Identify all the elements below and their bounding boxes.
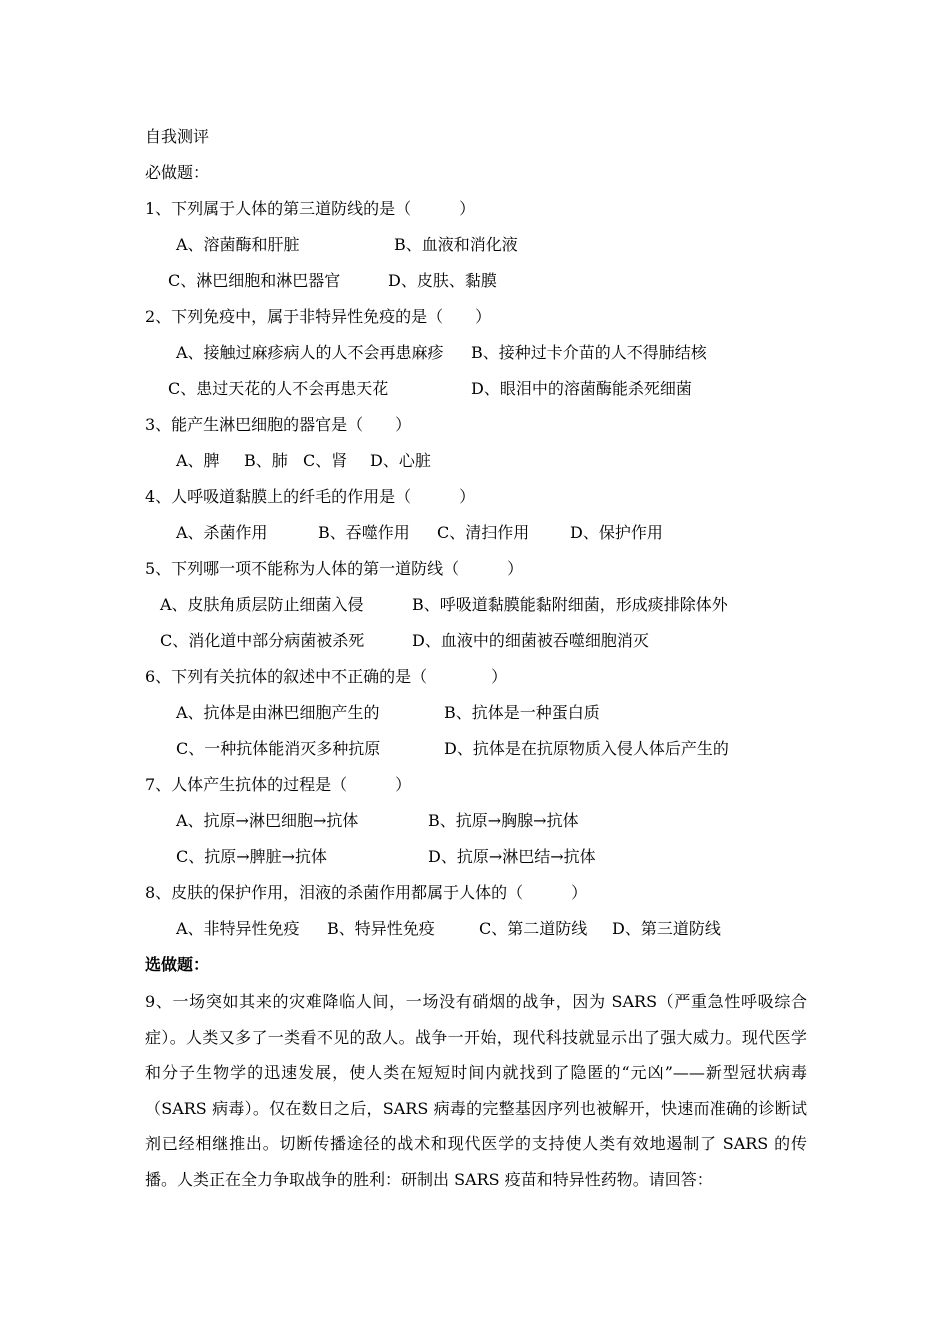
question-6-option-d: D、抗体是在抗原物质入侵人体后产生的: [444, 739, 729, 758]
question-2-option-d: D、眼泪中的溶菌酶能杀死细菌: [471, 379, 692, 398]
question-2-option-c: C、患过天花的人不会再患天花: [168, 379, 389, 398]
question-5-stem: 5、下列哪一项不能称为人体的第一道防线（ ）: [145, 559, 524, 578]
question-8-option-b: B、特异性免疫: [327, 919, 435, 938]
question-1-stem: 1、下列属于人体的第三道防线的是（ ）: [145, 199, 476, 218]
question-3-option-b: B、肺: [244, 451, 288, 470]
question-5-option-b: B、呼吸道黏膜能黏附细菌，形成痰排除体外: [412, 595, 728, 614]
question-4-stem: 4、人呼吸道黏膜上的纤毛的作用是（ ）: [145, 487, 476, 506]
question-6-option-c: C、一种抗体能消灭多种抗原: [176, 739, 381, 758]
question-8-stem: 8、皮肤的保护作用，泪液的杀菌作用都属于人体的（ ）: [145, 883, 588, 902]
question-1-option-d: D、皮肤、黏膜: [388, 271, 497, 290]
question-5-option-c: C、消化道中部分病菌被杀死: [160, 631, 365, 650]
question-6-stem: 6、下列有关抗体的叙述中不正确的是（ ）: [145, 667, 508, 686]
question-3-option-c: C、肾: [303, 451, 348, 470]
question-7-option-a: A、抗原→淋巴细胞→抗体: [176, 811, 359, 830]
question-7-option-d: D、抗原→淋巴结→抗体: [428, 847, 596, 866]
question-9-paragraph: 9、一场突如其来的灾难降临人间，一场没有硝烟的战争，因为 SARS（严重急性呼吸综合症）。人类又多了一类看不见的敌人。战争一开始，现代科技就显示出了强大威力。现代医学和分子生物学的迅速发展，使人类在短短时间内就找到了隐匿的“元凶”——新型冠状病毒（SARS 病毒）。仅在数日之后，SARS 病毒的完整基因序列也被解开，快速而准确的诊断试剂已经相继推出。切断传播途径的战术和现代医学的支持使人类有效地遏制了 SARS 的传播。人类正在全力争取战争的胜利：研制出 SARS 疫苗和特异性药物。请回答：: [145, 992, 807, 1189]
required-label: 必做题：: [145, 163, 210, 182]
question-8-option-c: C、第二道防线: [479, 919, 588, 938]
question-4-option-c: C、清扫作用: [437, 523, 530, 542]
section-heading: 自我测评: [145, 127, 210, 146]
question-8-option-d: D、第三道防线: [612, 919, 721, 938]
question-5-option-d: D、血液中的细菌被吞噬细胞消灭: [412, 631, 649, 650]
question-6-option-b: B、抗体是一种蛋白质: [444, 703, 600, 722]
question-7-option-c: C、抗原→脾脏→抗体: [176, 847, 328, 866]
question-4-option-a: A、杀菌作用: [176, 523, 268, 542]
question-5-option-a: A、皮肤角质层防止细菌入侵: [160, 595, 364, 614]
question-2-option-b: B、接种过卡介苗的人不得肺结核: [471, 343, 707, 362]
question-1-option-b: B、血液和消化液: [394, 235, 518, 254]
question-2-option-a: A、接触过麻疹病人的人不会再患麻疹: [176, 343, 444, 362]
question-4-option-d: D、保护作用: [570, 523, 663, 542]
question-2-stem: 2、下列免疫中，属于非特异性免疫的是（ ）: [145, 307, 492, 326]
question-3-option-a: A、脾: [176, 451, 220, 470]
optional-label: 选做题：: [145, 955, 210, 974]
question-4-option-b: B、吞噬作用: [318, 523, 410, 542]
question-3-option-d: D、心脏: [370, 451, 431, 470]
question-7-option-b: B、抗原→胸腺→抗体: [428, 811, 579, 830]
question-6-option-a: A、抗体是由淋巴细胞产生的: [176, 703, 380, 722]
question-7-stem: 7、人体产生抗体的过程是（ ）: [145, 775, 412, 794]
question-8-option-a: A、非特异性免疫: [176, 919, 300, 938]
question-3-stem: 3、能产生淋巴细胞的器官是（ ）: [145, 415, 412, 434]
question-1-option-a: A、溶菌酶和肝脏: [176, 235, 300, 254]
question-1-option-c: C、淋巴细胞和淋巴器官: [168, 271, 341, 290]
